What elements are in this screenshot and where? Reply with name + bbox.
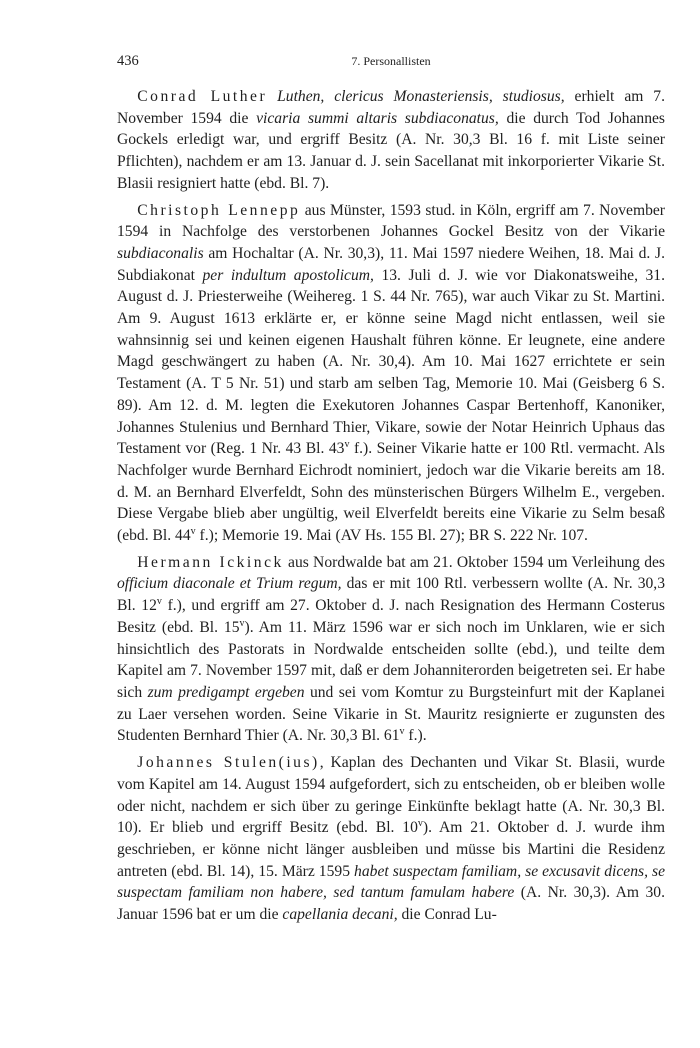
latin-phrase: habet suspectam familiam, se excusavit dicens, se suspectam familiam non habere, sed tantum famulam habere (117, 862, 665, 902)
folio-verso-mark: v (344, 439, 350, 451)
latin-phrase: capellania decani, (282, 906, 398, 924)
entry-conrad-luther (117, 86, 665, 195)
entry-name: Conrad Luther (137, 88, 268, 105)
entry-text (117, 554, 665, 745)
text-run (267, 88, 277, 105)
text-run: erhielt am 7. November 1594 die (117, 88, 665, 127)
text-run: ). Am 11. März 1596 war er sich noch im Unklaren, wie er sich hinsichtlich des Pastorats in Nordwalde entscheiden sollte (ebd.), und teilte dem Kapitel am 7. November 1597 mit, daß er dem Johanniterorden beigetreten sei. Er habe sich (117, 618, 665, 701)
folio-verso-mark: v (417, 818, 423, 830)
text-run: und sei vom Komtur zu Burgsteinfurt mit der Kaplanei zu Laer versehen worden. Seine Vikarie in St. Mauritz resignierte er zugunsten des Studenten Bernhard Thier (A. Nr. 30,3 Bl. 61 (117, 683, 665, 745)
text-run: f.), und ergriff am 27. Oktober d. J. nach Resignation des Hermann Costerus Besitz (ebd. Bl. 15 (117, 597, 666, 636)
entry-text (117, 202, 665, 545)
text-run: aus Münster, 1593 stud. in Köln, ergriff am 7. November 1594 in Nachfolge des verstorbenen Johannes Gockel Besitz von der Vikarie (117, 201, 666, 241)
entry-text (117, 754, 665, 923)
text-run: 13. Juli d. J. wie vor Diakonatsweihe, 31. August d. J. Priesterweihe (Weihereg. 1 S. 44 Nr. 765), war auch Vikar zu St. Martini. Am 9. August 1613 erklärte er, er könne seine Magd nicht entlassen, weil sie wahnsinnig sei und keinen eigenen Haushalt führen könne. Er leugnete, eine andere Magd geschwängert zu haben (A. Nr. 30,4). Am 10. Mai 1627 errichtete er sein Testament (A. T 5 Nr. 51) und starb am selben Tag, Memorie 10. Mai (Geisberg 6 S. 89). Am 12. d. M. legten die Exekutoren Johannes Caspar Bertenhoff, Kanoniker, Johannes Stulenius und Bernhard Thier, Vikare, sowie der Notar Heinrich Uphaus das Testament vor (Reg. 1 Nr. 43 Bl. 43 (117, 266, 665, 458)
entry-name: Johannes Stulen(ius) (137, 754, 320, 772)
text-run: die Conrad Lu- (397, 906, 497, 924)
entry-christoph-lennepp (117, 200, 665, 547)
running-head: 7. Personallisten (351, 54, 431, 68)
text-run: ). Am 21. Oktober d. J. wurde ihm geschrieben, er könne nicht länger ausbleiben und müsse bis Martini die Residenz antreten (ebd. Bl. 14), 15. März 1595 (117, 819, 665, 880)
folio-verso-mark: v (190, 525, 196, 537)
text-run: das er mit 100 Rtl. verbessern wollte (A. Nr. 30,3 Bl. 12 (117, 575, 665, 615)
text-run: f.). (404, 727, 427, 745)
page-header (117, 52, 665, 76)
text-run: , Kaplan des Dechanten und Vikar St. Blasii, wurde vom Kapitel am 14. August 1594 aufgefordert, sich zu entscheiden, ob er bleiben wolle oder nicht, nachdem er sich über zu geringe Einkünfte beklagt hatte (A. Nr. 30,3 Bl. 10). Er blieb und ergriff Besitz (ebd. Bl. 10 (117, 754, 665, 837)
text-run: die durch Tod Johannes Gockels erledigt war, und ergriff Besitz (A. Nr. 30,3 Bl. 16 f. mit Liste seiner Pflichten), nachdem er am 13. Januar d. J. sein Sacellanat mit inkorporierter Vikarie St. Blasii resigniert hatte (ebd. Bl. 7). (117, 109, 665, 192)
folio-verso-mark: v (156, 595, 162, 607)
page (117, 52, 665, 931)
entry-johannes-stulenius (117, 752, 665, 926)
folio-verso-mark: v (399, 726, 405, 738)
text-run: (A. Nr. 30,3). Am 30. Januar 1596 bat er um die (117, 884, 665, 924)
entry-name: Hermann Ickinck (137, 553, 284, 571)
latin-phrase: officium diaconale et Trium regum, (117, 575, 342, 593)
personnel-entries (117, 86, 665, 926)
latin-phrase: Luthen, clericus Monasteriensis, studiosus, (277, 88, 565, 105)
latin-phrase: subdiaconalis (117, 244, 204, 262)
latin-phrase: per indultum apostolicum, (202, 266, 374, 284)
text-run: aus Nordwalde bat am 21. Oktober 1594 um Verleihung des (283, 553, 665, 571)
latin-phrase: vicaria summi altaris subdiaconatus, (256, 109, 499, 127)
latin-phrase: zum predigampt ergeben (147, 683, 305, 701)
page-number: 436 (117, 53, 139, 69)
text-run: am Hochaltar (A. Nr. 30,3), 11. Mai 1597 niedere Weihen, 18. Mai d. J. Subdiakonat (117, 244, 665, 284)
folio-verso-mark: v (239, 617, 245, 629)
entry-hermann-ickinck (117, 552, 665, 747)
text-run: f.). Seiner Vikarie hatte er 100 Rtl. vermacht. Als Nachfolger wurde Bernhard Eichrodt nominiert, jedoch war die Vikarie bereits am 18. d. M. an Bernhard Elverfeldt, Sohn des münsterischen Bürgers Wilhelm E., vergeben. Diese Vergabe blieb aber ungültig, weil Elverfeldt bereits eine Vikarie zu Selm besaß (ebd. Bl. 44 (117, 440, 665, 545)
text-run: f.); Memorie 19. Mai (AV Hs. 155 Bl. 27); BR S. 222 Nr. 107. (195, 527, 588, 545)
entry-name: Christoph Lennepp (137, 201, 301, 219)
